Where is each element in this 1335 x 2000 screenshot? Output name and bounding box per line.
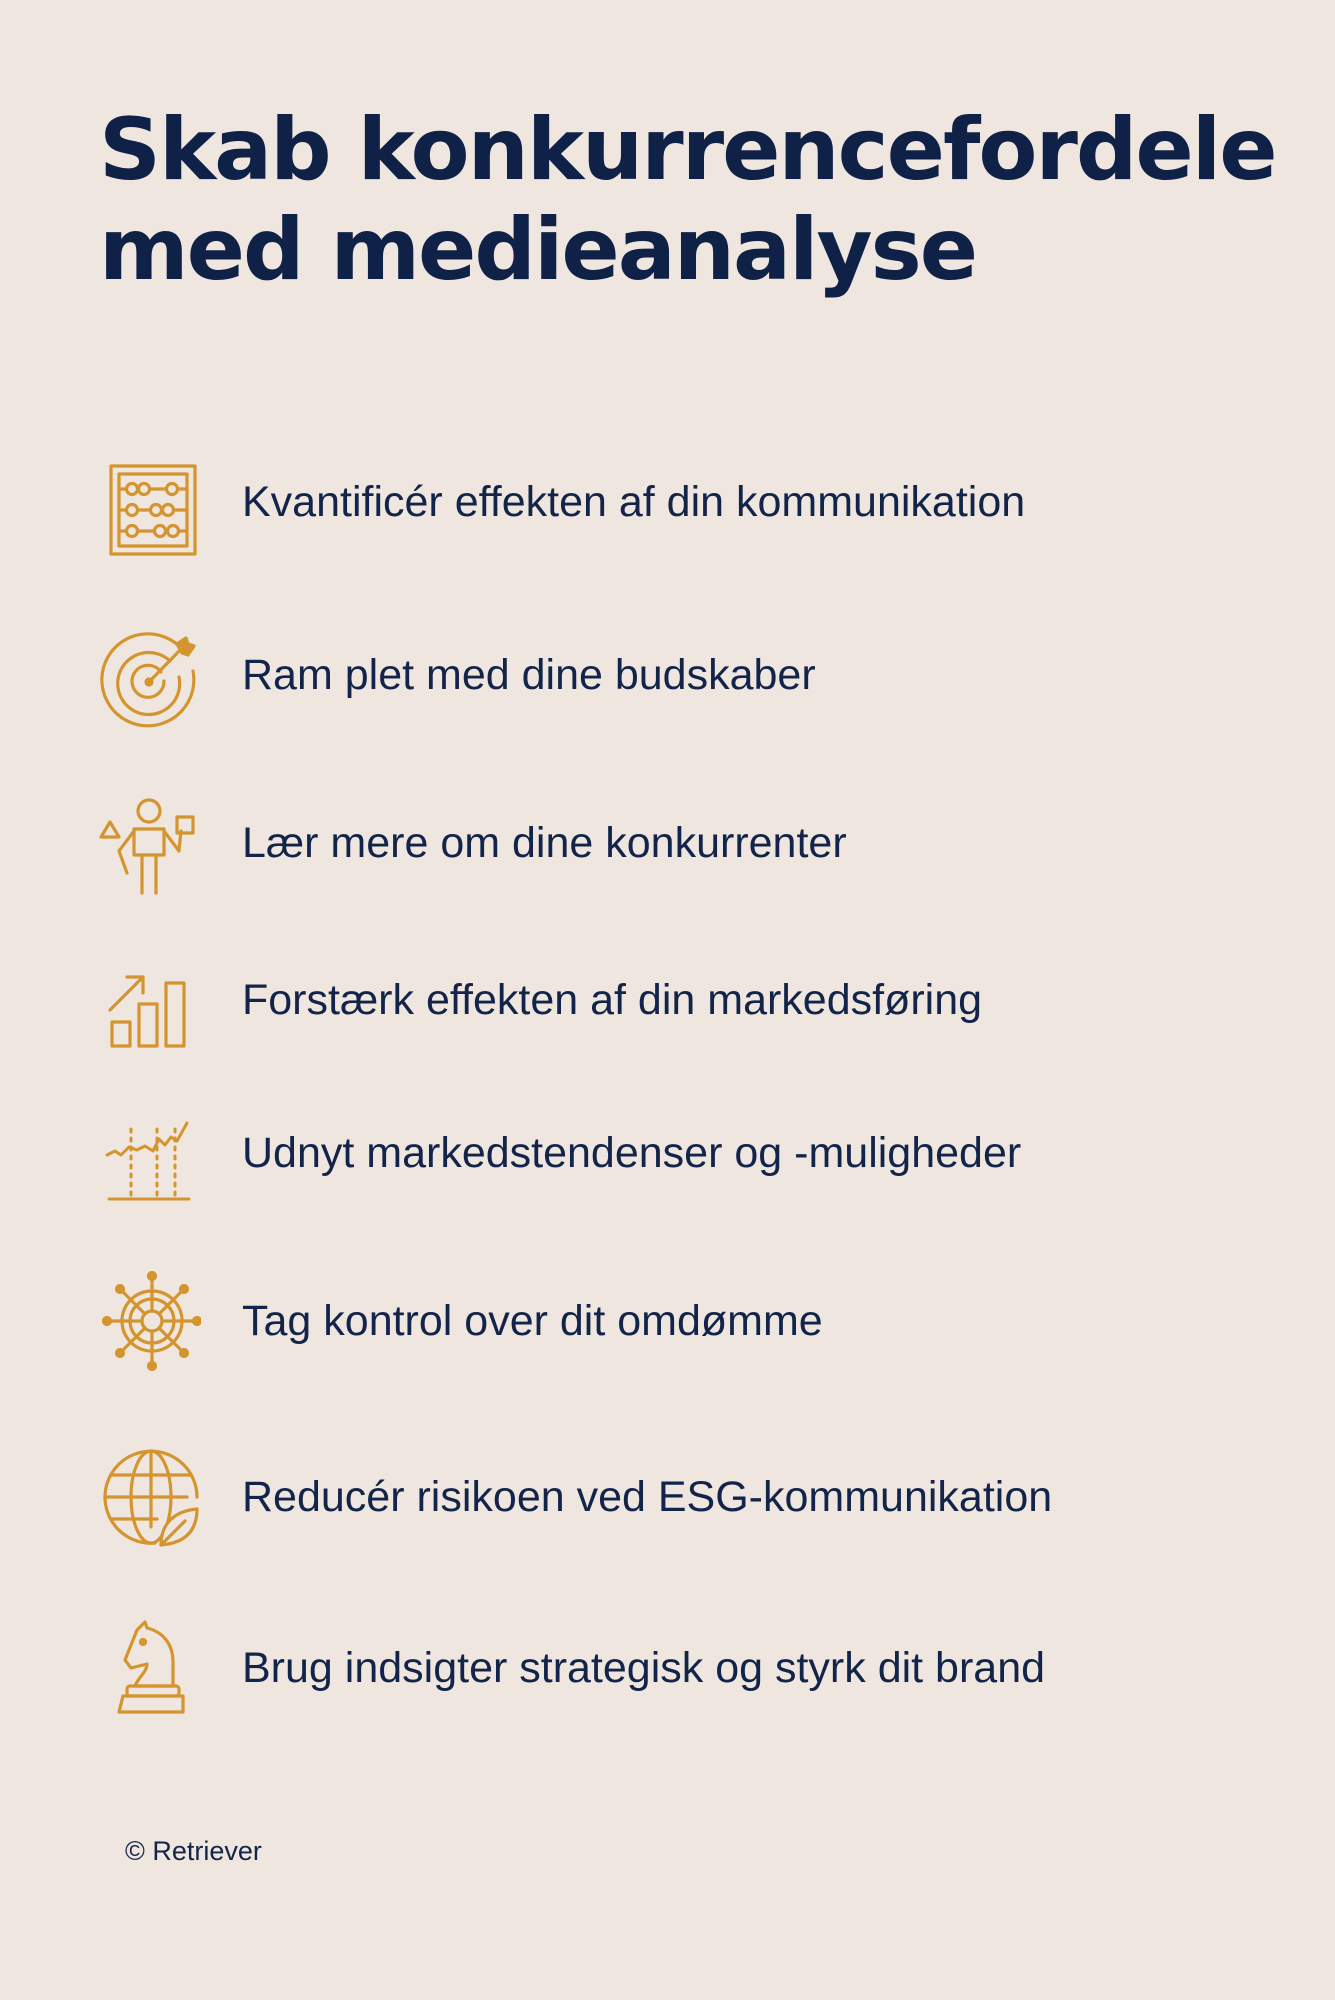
trend-line-chart-icon — [97, 1103, 201, 1207]
list-item-label: Kvantificér effekten af din kommunikation — [242, 478, 1026, 526]
list-item — [0, 615, 1335, 735]
page-title-line-1: Skab konkurrencefordele — [99, 100, 1276, 200]
person-decision-icon — [97, 793, 201, 897]
list-item — [0, 940, 1335, 1060]
list-item — [0, 1093, 1335, 1213]
list-item — [0, 442, 1335, 562]
list-item-label: Udnyt markedstendenser og -muligheder — [242, 1129, 1022, 1177]
copyright-footer: © Retriever — [125, 1836, 262, 1866]
list-item-label: Brug indsigter strategisk og styrk dit brand — [242, 1644, 1046, 1692]
list-item-label: Tag kontrol over dit omdømme — [242, 1297, 823, 1345]
ship-wheel-icon — [97, 1271, 201, 1375]
growth-bar-chart-icon — [97, 950, 201, 1054]
list-item — [0, 1437, 1335, 1557]
page-title-line-2: med medieanalyse — [99, 200, 977, 300]
chess-knight-icon — [97, 1618, 201, 1722]
globe-leaf-icon — [97, 1447, 201, 1551]
list-item-label: Lær mere om dine konkurrenter — [242, 819, 847, 867]
abacus-icon — [97, 452, 201, 556]
target-icon — [97, 625, 201, 729]
list-item — [0, 1261, 1335, 1381]
list-item-label: Forstærk effekten af din markedsføring — [242, 976, 983, 1024]
list-item — [0, 783, 1335, 903]
page-title — [99, 100, 1279, 300]
list-item-label: Reducér risikoen ved ESG-kommunikation — [242, 1473, 1053, 1521]
list-item — [0, 1608, 1335, 1728]
list-item-label: Ram plet med dine budskaber — [242, 651, 816, 699]
